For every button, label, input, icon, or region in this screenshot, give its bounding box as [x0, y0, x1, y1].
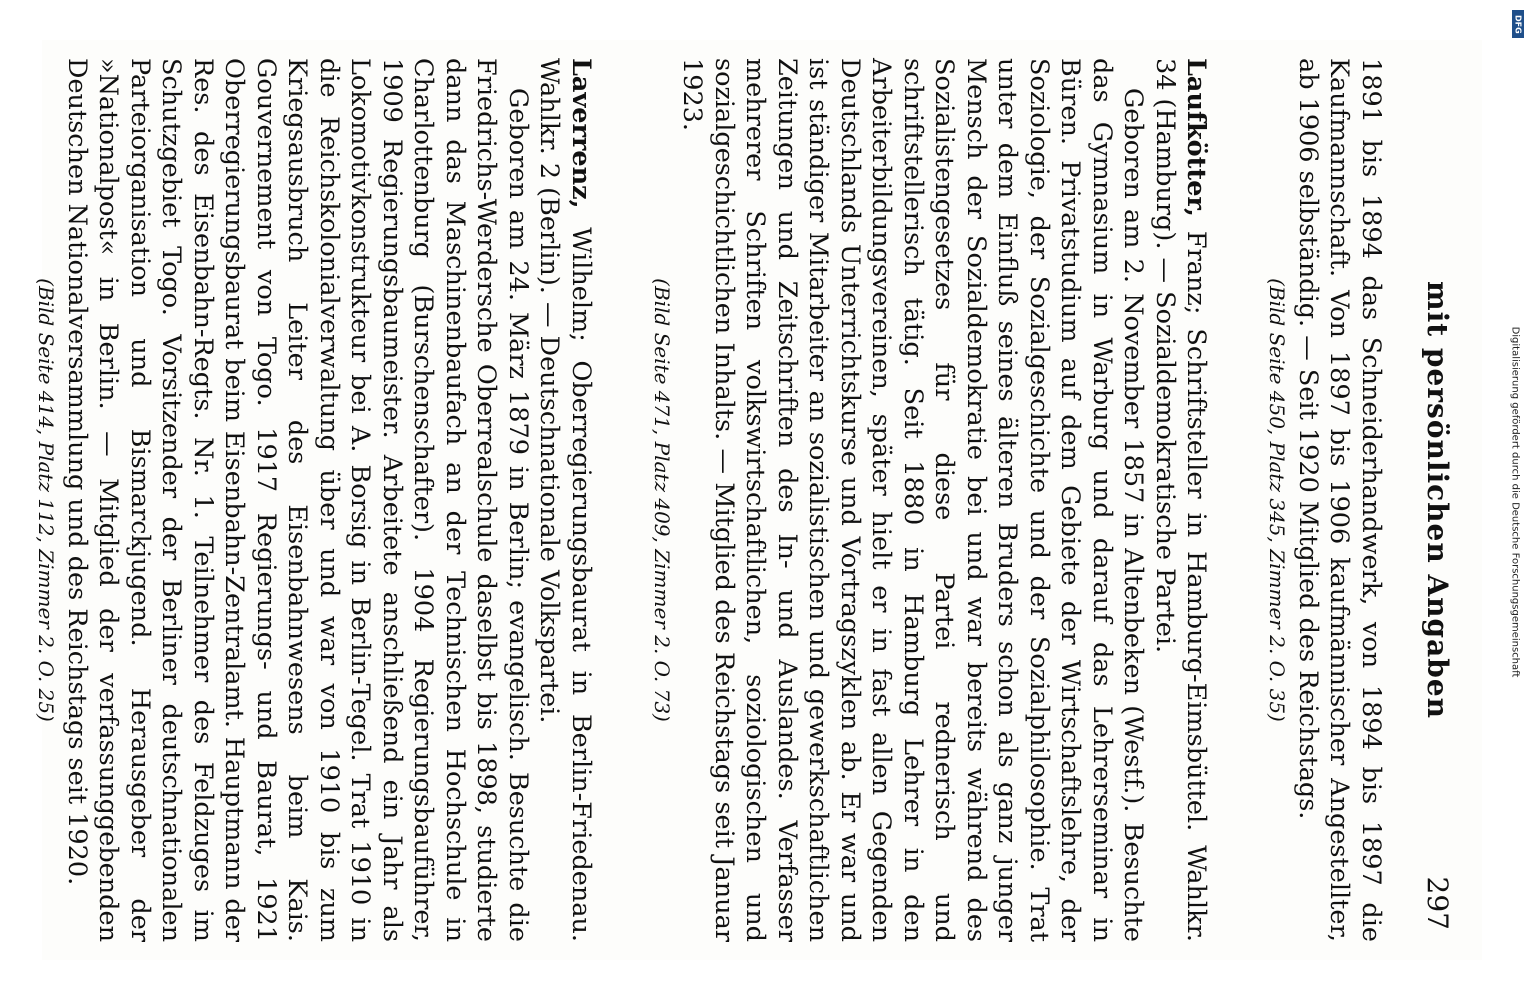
- entry-body: Geboren am 2. November 1857 in Altenbeken (Westf.). Besuchte das Gymnasium in Warburg und darauf das Lehrerseminar in Büren. Privatstudium auf dem Gebiete der Wirtschaftslehre, der Soziologie, der Sozialgeschichte und der Sozialphilosophie. Trat unter dem Einfluß seines älteren Bruders schon als ganz junger Mensch der Sozialdemokratie bei und war bereits während des Sozialistengesetzes für diese Partei rednerisch und schriftstellerisch tätig. Seit 1880 in Hamburg Lehrer in den Arbeiterbildungsvereinen, später hielt er in fast allen Gegenden Deutschlands Unterrichtskurse und Vortragszyklen ab. Er war und ist ständiger Mitarbeiter an sozialistischen und gewerkschaftlichen Zeitungen und Zeitschriften des In- und Auslandes. Verfasser mehrerer Schriften volkswirtschaftlichen, soziologischen und sozialgeschichtlichen Inhalts. — Mitglied des Reichstags seit Januar 1923.: [677, 58, 1149, 942]
- page-header: [1414, 40, 1464, 960]
- entry-name: Laverrenz,: [566, 58, 596, 209]
- entry-body: Geboren am 24. März 1879 in Berlin; evangelisch. Besuchte die Friedrichs-Werdersche Oberrealschule daselbst bis 1898, studierte dann das Maschinenbaufach an der Technischen Hochschule in Charlottenburg (Burschenschafter). 1904 Regierungsbauführer, 1909 Regierungsbaumeister. Arbeitete anschließend ein Jahr als Lokomotivkonstrukteur bei A. Borsig in Berlin-Tegel. Trat 1910 in die Reichskolonialverwaltung über und war von 1910 bis zum Kriegsausbruch Leiter des Eisenbahnwesens beim Kais. Gouvernement von Togo. 1917 Regierungs- und Baurat, 1921 Oberregierungsbaurat beim Eisenbahn-Zentralamt. Hauptmann der Res. des Eisenbahn-Regts. Nr. 1. Teilnehmer des Feldzuges im Schutzgebiet Togo. Vorsitzender der Berliner deutschnationalen Parteiorganisation und Bismarckjugend. Herausgeber der »Nationalpost« in Berlin. — Mitglied der verfassunggebenden Deutschen Nationalversammlung und des Reichstags seit 1920.: [62, 58, 533, 942]
- entry-header: [533, 58, 596, 942]
- page-body: [33, 58, 1387, 942]
- scanned-page: [34, 40, 1482, 960]
- biography-entry: [648, 58, 1212, 942]
- photo-reference: (Bild Seite 414, Platz 112, Zimmer 2. O. 25): [34, 278, 59, 722]
- entry-header-text: Franz; Schriftsteller in Hamburg-Eimsbüttel. Wahlkr. 34 (Hamburg). — Sozialdemokratische Partei.: [1150, 58, 1212, 942]
- entry-header-text: Wilhelm; Oberregierungsbaurat in Berlin-Friedenau. Wahlkr. 2 (Berlin). — Deutschnationale Volkspartei.: [534, 58, 596, 943]
- photo-reference: (Bild Seite 471, Platz 409, Zimmer 2. O. 73): [650, 278, 674, 722]
- entry-header: [1149, 58, 1212, 942]
- photo-reference: (Bild Seite 450, Platz 345, Zimmer 2. O. 35): [1265, 278, 1290, 722]
- running-head: mit persönlichen Angaben: [1421, 280, 1454, 720]
- biography-entry: [33, 58, 597, 942]
- page-number: 297: [1421, 876, 1454, 930]
- digitization-note: [1505, 10, 1525, 995]
- continuation-paragraph: 1891 bis 1894 das Schneiderhandwerk, von 1894 bis 1897 die Kaufmannschaft. Von 1897 bis 1906 kaufmännischer Angestellter, ab 1906 selbständig. — Seit 1920 Mitglied des Reichstags.: [1293, 58, 1386, 942]
- entry-name: Laufkötter,: [1181, 58, 1212, 217]
- digitization-note-text: Digitalisierung gefördert durch die Deutsche Forschungsgemeinschaft: [1509, 326, 1521, 678]
- dfg-logo-text: DFG: [1513, 14, 1523, 34]
